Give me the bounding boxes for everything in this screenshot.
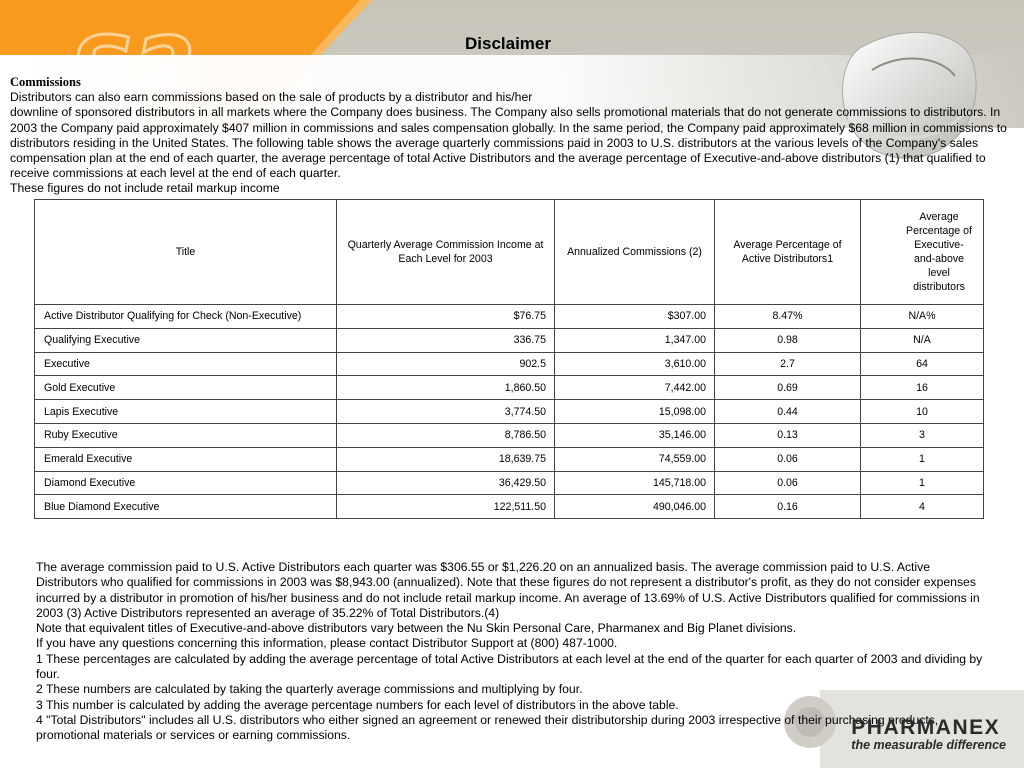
cell-quarterly: 122,511.50 (337, 495, 555, 519)
header-annualized-commissions: Annualized Commissions (2) (555, 200, 715, 305)
header-active-percentage: Average Percentage of Active Distributors1 (715, 200, 861, 305)
cell-exec-pct: 1 (861, 447, 984, 471)
cell-active-pct: 0.06 (715, 447, 861, 471)
intro-paragraph: downline of sponsored distributors in all markets where the Company does business. The Company also sells promotional materials that do not generate commissions to distributors. In 2003 the Company paid approximately $407 million in commissions and sales compensation globally. In the same period, the Company paid approximately $68 million in commissions to distributors residing in the United States. The following table shows the average quarterly commissions paid in 2003 to U.S. distributors at the various levels of the Company's sales compensation plan at the end of each quarter, the average percentage of total Active Distributors and the average percentage of Executive-and-above distributors (1) that qualified to receive commissions at each level at the end of each quarter. (10, 105, 1007, 181)
cell-annualized: 1,347.00 (555, 328, 715, 352)
footnote-3: 3 This number is calculated by adding the average percentage numbers for each level of distributors in the above table. (36, 697, 679, 712)
table-row (35, 495, 984, 519)
cell-annualized: 145,718.00 (555, 471, 715, 495)
cell-annualized: $307.00 (555, 305, 715, 329)
header-title: Title (35, 200, 337, 305)
cell-exec-pct: 1 (861, 471, 984, 495)
table-header-row (35, 200, 984, 305)
cell-annualized: 3,610.00 (555, 352, 715, 376)
cell-exec-pct: N/A% (861, 305, 984, 329)
cell-active-pct: 0.44 (715, 400, 861, 424)
cell-quarterly: 18,639.75 (337, 447, 555, 471)
brand-logo-text: PHARMANEX (851, 716, 1001, 739)
header-quarterly-commission: Quarterly Average Commission Income at Each Level for 2003 (337, 200, 555, 305)
cell-title: Active Distributor Qualifying for Check (Non-Executive) (35, 305, 337, 329)
section-heading: Commissions (10, 75, 81, 89)
cell-exec-pct: 10 (861, 400, 984, 424)
cell-active-pct: 0.13 (715, 423, 861, 447)
table-row (35, 376, 984, 400)
cell-exec-pct: 64 (861, 352, 984, 376)
footnote-4: 4 "Total Distributors" includes all U.S. distributors who either signed an agreement or renewed their distributorship during 2003 irrespective of their purchasing products, promotional materials or services or earning commissions. (36, 712, 939, 743)
header-executive-percentage: Average Percentage of Executive-and-above level distributors (861, 200, 984, 305)
cell-quarterly: 902.5 (337, 352, 555, 376)
contact-note: If you have any questions concerning this information, please contact Distributor Support at (800) 487-1000. (36, 636, 618, 651)
footnote-1: 1 These percentages are calculated by adding the average percentage of total Active Distributors at each level at the end of the quarter for each quarter of 2003 and dividing by four. (36, 651, 983, 682)
cell-title: Ruby Executive (35, 423, 337, 447)
cell-annualized: 7,442.00 (555, 376, 715, 400)
cell-annualized: 35,146.00 (555, 423, 715, 447)
cell-title: Diamond Executive (35, 471, 337, 495)
intro-line: Distributors can also earn commissions based on the sale of products by a distributor and his/her (10, 90, 533, 105)
titles-note: Note that equivalent titles of Executive-and-above distributors vary between the Nu Skin Personal Care, Pharmanex and Big Planet divisions. (36, 621, 797, 636)
cell-exec-pct: N/A (861, 328, 984, 352)
pharmanex-brand (851, 716, 1006, 752)
cell-quarterly: 36,429.50 (337, 471, 555, 495)
page-title: Disclaimer (465, 34, 551, 53)
cell-exec-pct: 4 (861, 495, 984, 519)
cell-annualized: 490,046.00 (555, 495, 715, 519)
footnotes (36, 560, 984, 744)
cell-active-pct: 0.69 (715, 376, 861, 400)
cell-title: Gold Executive (35, 376, 337, 400)
cell-active-pct: 0.06 (715, 471, 861, 495)
cell-active-pct: 0.98 (715, 328, 861, 352)
cell-active-pct: 2.7 (715, 352, 861, 376)
intro-text (10, 75, 1010, 197)
cell-annualized: 74,559.00 (555, 447, 715, 471)
table-row (35, 423, 984, 447)
intro-note: These figures do not include retail markup income (10, 181, 280, 196)
cell-title: Lapis Executive (35, 400, 337, 424)
cell-title: Blue Diamond Executive (35, 495, 337, 519)
table-row (35, 305, 984, 329)
table-row (35, 328, 984, 352)
cell-title: Emerald Executive (35, 447, 337, 471)
cell-exec-pct: 3 (861, 423, 984, 447)
table-row (35, 352, 984, 376)
cell-quarterly: $76.75 (337, 305, 555, 329)
summary-paragraph: The average commission paid to U.S. Active Distributors each quarter was $306.55 or $1,226.20 on an annualized basis. The average commission paid to U.S. Active Distributors who qualified for commissions in 2003 was $8,943.00 (annualized). Note that these figures do not represent a distributor's profit, as they do not consider expenses incurred by a distributor in promotion of his/her business and do not include retail markup income. An average of 13.69% of U.S. Active Distributors qualified for commissions in 2003 (3) Active Distributors represented an average of 35.22% of Total Distributors.(4) (36, 560, 980, 620)
cell-quarterly: 1,860.50 (337, 376, 555, 400)
cell-quarterly: 3,774.50 (337, 400, 555, 424)
cell-active-pct: 8.47% (715, 305, 861, 329)
commissions-table (34, 199, 984, 519)
brand-tagline: the measurable difference (851, 738, 1006, 752)
cell-annualized: 15,098.00 (555, 400, 715, 424)
cell-title: Executive (35, 352, 337, 376)
cell-active-pct: 0.16 (715, 495, 861, 519)
cell-title: Qualifying Executive (35, 328, 337, 352)
cell-exec-pct: 16 (861, 376, 984, 400)
table-row (35, 400, 984, 424)
cell-quarterly: 336.75 (337, 328, 555, 352)
table-row (35, 471, 984, 495)
table-row (35, 447, 984, 471)
cell-quarterly: 8,786.50 (337, 423, 555, 447)
footnote-2: 2 These numbers are calculated by taking the quarterly average commissions and multiplying by four. (36, 682, 583, 697)
commissions-table-wrapper (34, 199, 983, 519)
